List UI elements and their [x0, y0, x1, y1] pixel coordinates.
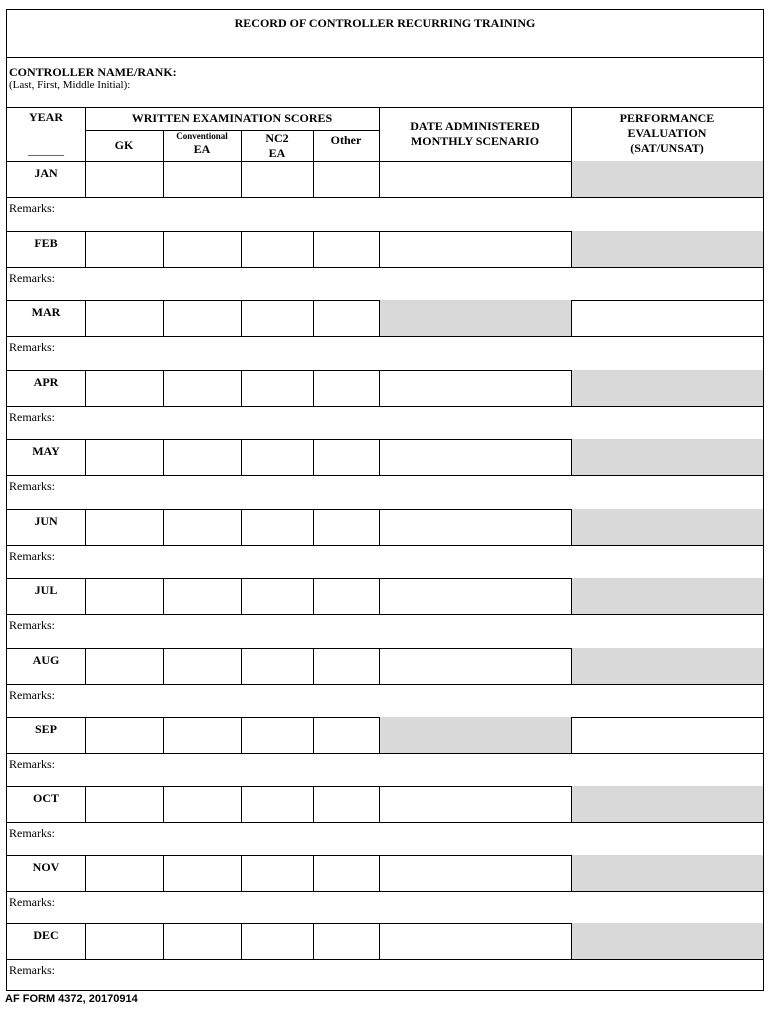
cell-gk[interactable] [85, 578, 163, 614]
cell-nc2[interactable] [241, 717, 313, 753]
row-vline [241, 300, 242, 336]
remarks-field[interactable] [7, 823, 763, 855]
cell-gk[interactable] [85, 439, 163, 475]
controller-name-field[interactable] [7, 58, 763, 108]
row-vline [85, 161, 86, 197]
row-vline [163, 923, 164, 959]
training-record-form [6, 9, 764, 991]
cell-gk[interactable] [85, 231, 163, 267]
cell-gk[interactable] [85, 786, 163, 822]
row-vline [379, 923, 380, 959]
remarks-field[interactable] [7, 198, 763, 231]
cell-other[interactable] [313, 300, 379, 336]
cell-nc2[interactable] [241, 923, 313, 959]
cell-conv[interactable] [163, 439, 241, 475]
performance-evaluation-header [571, 108, 763, 162]
row-vline [163, 855, 164, 891]
cell-date[interactable] [379, 370, 571, 406]
cell-date[interactable] [379, 578, 571, 614]
row-vline [379, 648, 380, 684]
header-vline [379, 108, 380, 162]
row-vline [85, 717, 86, 753]
nc2-ea-header [241, 130, 313, 162]
row-vline [313, 370, 314, 406]
date-header-line1: DATE ADMINISTERED [410, 119, 540, 133]
remarks-label: Remarks: [9, 618, 55, 632]
cell-gk[interactable] [85, 509, 163, 545]
row-vline [313, 300, 314, 336]
row-vline [163, 439, 164, 475]
remarks-field[interactable] [7, 754, 763, 786]
year-header-label: YEAR [28, 110, 63, 124]
cell-date[interactable] [379, 855, 571, 891]
cell-date [379, 717, 571, 753]
cell-nc2[interactable] [241, 509, 313, 545]
cell-performance [571, 578, 763, 614]
cell-performance [571, 370, 763, 406]
remarks-label: Remarks: [9, 549, 55, 563]
cell-date[interactable] [379, 509, 571, 545]
cell-nc2[interactable] [241, 231, 313, 267]
written-exam-header: WRITTEN EXAMINATION SCORES [131, 111, 333, 125]
header-vline [163, 130, 164, 162]
row-vline [241, 370, 242, 406]
remarks-label: Remarks: [9, 271, 55, 285]
header-vline [85, 108, 86, 162]
cell-date [379, 300, 571, 336]
row-vline [571, 923, 572, 959]
row-vline [163, 648, 164, 684]
form-title: RECORD OF CONTROLLER RECURRING TRAINING [7, 10, 763, 58]
cell-performance [571, 231, 763, 267]
cell-conv[interactable] [163, 578, 241, 614]
conventional-ea-header [163, 130, 241, 162]
remarks-label: Remarks: [9, 479, 55, 493]
row-vline [571, 509, 572, 545]
cell-performance [571, 648, 763, 684]
row-vline [85, 578, 86, 614]
row-vline [313, 717, 314, 753]
row-vline [85, 786, 86, 822]
conventional-ea-label: EA [193, 142, 211, 156]
year-blank[interactable]: ______ [28, 143, 64, 157]
row-vline [571, 370, 572, 406]
cell-conv[interactable] [163, 717, 241, 753]
remarks-field[interactable] [7, 476, 763, 509]
cell-other[interactable] [313, 786, 379, 822]
remarks-field[interactable] [7, 546, 763, 578]
remarks-field[interactable] [7, 960, 763, 990]
row-vline [379, 231, 380, 267]
row-vline [85, 648, 86, 684]
row-vline [571, 300, 572, 336]
cell-conv[interactable] [163, 231, 241, 267]
month-label: AUG [32, 653, 60, 667]
row-vline [571, 161, 572, 197]
row-vline [163, 717, 164, 753]
remarks-field[interactable] [7, 407, 763, 439]
cell-nc2[interactable] [241, 439, 313, 475]
row-vline [571, 231, 572, 267]
header-vline [241, 130, 242, 162]
row-vline [379, 439, 380, 475]
row-vline [241, 439, 242, 475]
cell-other[interactable] [313, 370, 379, 406]
row-vline [85, 231, 86, 267]
row-vline [379, 786, 380, 822]
month-label: JAN [34, 166, 58, 180]
controller-name-sublabel: (Last, First, Middle Initial): [9, 79, 131, 91]
row-vline [571, 855, 572, 891]
controller-name-label: CONTROLLER NAME/RANK: [9, 65, 177, 79]
cell-performance [571, 786, 763, 822]
cell-gk[interactable] [85, 855, 163, 891]
cell-nc2[interactable] [241, 370, 313, 406]
remarks-label: Remarks: [9, 826, 55, 840]
row-vline [571, 578, 572, 614]
cell-performance [571, 439, 763, 475]
row-vline [241, 786, 242, 822]
perf-header-line2: EVALUATION [627, 126, 707, 140]
date-header-line2: MONTHLY SCENARIO [410, 134, 540, 148]
date-administered-header [379, 108, 571, 162]
cell-performance[interactable] [571, 300, 763, 336]
row-vline [241, 648, 242, 684]
cell-conv[interactable] [163, 509, 241, 545]
cell-gk[interactable] [85, 370, 163, 406]
year-header [7, 108, 85, 162]
nc2-ea-label: EA [268, 146, 286, 160]
row-vline [313, 161, 314, 197]
row-vline [163, 509, 164, 545]
cell-conv[interactable] [163, 300, 241, 336]
conventional-label: Conventional [176, 131, 228, 141]
remarks-label: Remarks: [9, 410, 55, 424]
cell-nc2[interactable] [241, 300, 313, 336]
month-label: SEP [34, 722, 57, 736]
cell-date[interactable] [379, 439, 571, 475]
month-label: MAY [32, 444, 60, 458]
month-label: NOV [32, 860, 60, 874]
cell-other[interactable] [313, 231, 379, 267]
month-label: OCT [32, 791, 59, 805]
remarks-field[interactable] [7, 892, 763, 923]
row-vline [241, 923, 242, 959]
cell-date[interactable] [379, 786, 571, 822]
remarks-field[interactable] [7, 268, 763, 300]
row-vline [313, 509, 314, 545]
row-vline [379, 509, 380, 545]
remarks-field[interactable] [7, 615, 763, 648]
remarks-label: Remarks: [9, 757, 55, 771]
row-vline [163, 578, 164, 614]
header-vline [571, 108, 572, 162]
row-vline [241, 509, 242, 545]
row-vline [241, 231, 242, 267]
row-vline [85, 509, 86, 545]
cell-date[interactable] [379, 231, 571, 267]
row-vline [241, 855, 242, 891]
cell-date[interactable] [379, 648, 571, 684]
cell-other[interactable] [313, 509, 379, 545]
row-vline [379, 578, 380, 614]
cell-gk[interactable] [85, 717, 163, 753]
remarks-field[interactable] [7, 337, 763, 370]
cell-performance [571, 161, 763, 197]
row-vline [379, 717, 380, 753]
cell-conv[interactable] [163, 923, 241, 959]
row-vline [571, 717, 572, 753]
cell-nc2[interactable] [241, 161, 313, 197]
header-vline [313, 130, 314, 162]
cell-nc2[interactable] [241, 786, 313, 822]
cell-gk[interactable] [85, 300, 163, 336]
row-vline [571, 439, 572, 475]
month-label: JUN [34, 514, 58, 528]
cell-date[interactable] [379, 161, 571, 197]
remarks-label: Remarks: [9, 895, 55, 909]
row-vline [379, 855, 380, 891]
cell-other[interactable] [313, 161, 379, 197]
cell-nc2[interactable] [241, 648, 313, 684]
row-vline [313, 439, 314, 475]
perf-header-line3: (SAT/UNSAT) [630, 141, 704, 155]
row-vline [85, 855, 86, 891]
perf-header-line1: PERFORMANCE [619, 111, 715, 125]
cell-other[interactable] [313, 648, 379, 684]
cell-performance[interactable] [571, 717, 763, 753]
cell-date[interactable] [379, 923, 571, 959]
month-label: DEC [33, 928, 59, 942]
remarks-label: Remarks: [9, 201, 55, 215]
form-footer: AF FORM 4372, 20170914 [5, 993, 138, 1005]
nc2-label: NC2 [265, 131, 289, 145]
cell-conv[interactable] [163, 855, 241, 891]
row-vline [241, 578, 242, 614]
other-header: Other [330, 133, 362, 147]
row-vline [85, 439, 86, 475]
cell-other[interactable] [313, 923, 379, 959]
row-vline [163, 786, 164, 822]
cell-gk[interactable] [85, 161, 163, 197]
row-vline [571, 648, 572, 684]
row-vline [379, 300, 380, 336]
row-vline [85, 923, 86, 959]
row-vline [163, 370, 164, 406]
row-vline [571, 786, 572, 822]
row-vline [313, 923, 314, 959]
row-vline [313, 231, 314, 267]
cell-other[interactable] [313, 578, 379, 614]
remarks-field[interactable] [7, 685, 763, 717]
cell-conv[interactable] [163, 370, 241, 406]
row-vline [241, 161, 242, 197]
cell-gk[interactable] [85, 923, 163, 959]
remarks-label: Remarks: [9, 688, 55, 702]
cell-conv[interactable] [163, 648, 241, 684]
cell-other[interactable] [313, 717, 379, 753]
row-vline [241, 717, 242, 753]
row-vline [163, 300, 164, 336]
row-vline [163, 231, 164, 267]
row-vline [313, 786, 314, 822]
cell-nc2[interactable] [241, 578, 313, 614]
row-vline [379, 370, 380, 406]
cell-performance [571, 855, 763, 891]
row-vline [85, 300, 86, 336]
row-vline [313, 578, 314, 614]
row-vline [85, 370, 86, 406]
remarks-label: Remarks: [9, 340, 55, 354]
month-label: FEB [34, 236, 58, 250]
cell-conv[interactable] [163, 161, 241, 197]
gk-header: GK [114, 138, 134, 152]
cell-gk[interactable] [85, 648, 163, 684]
row-vline [379, 161, 380, 197]
month-label: JUL [34, 583, 58, 597]
cell-nc2[interactable] [241, 855, 313, 891]
cell-performance [571, 509, 763, 545]
month-label: MAR [31, 305, 61, 319]
remarks-label: Remarks: [9, 963, 55, 977]
cell-performance [571, 923, 763, 959]
row-vline [313, 855, 314, 891]
cell-other[interactable] [313, 855, 379, 891]
row-vline [163, 161, 164, 197]
month-label: APR [33, 375, 59, 389]
header-divider [85, 130, 379, 131]
row-vline [313, 648, 314, 684]
cell-conv[interactable] [163, 786, 241, 822]
cell-other[interactable] [313, 439, 379, 475]
